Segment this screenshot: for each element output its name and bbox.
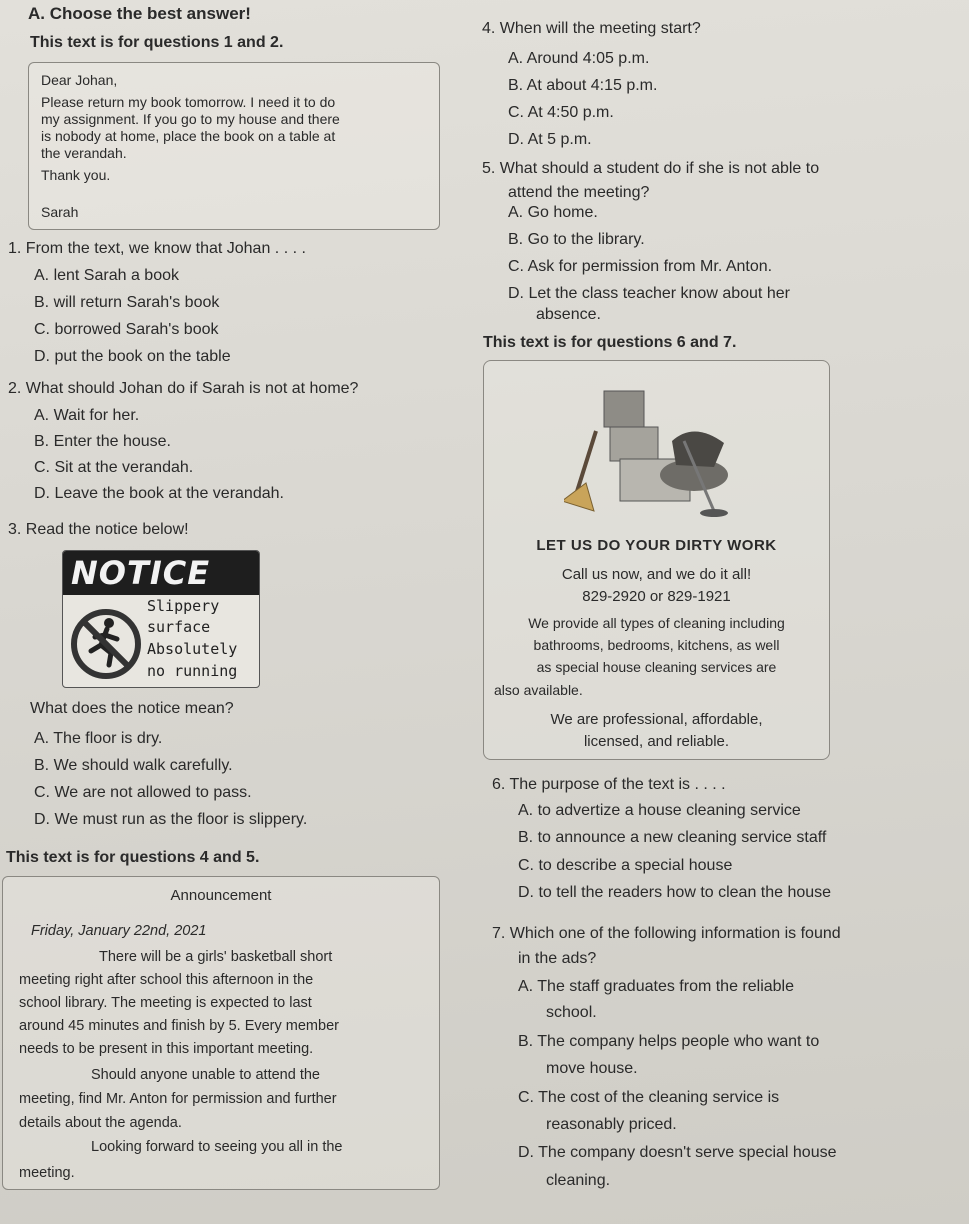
q1-option-d[interactable]: D. put the book on the table	[34, 348, 231, 365]
q5-option-b[interactable]: B. Go to the library.	[508, 231, 645, 248]
notice-line: Slippery	[147, 597, 220, 615]
q3-question: 3. Read the notice below!	[8, 521, 189, 538]
q7-option-a[interactable]: A. The staff graduates from the reliable	[518, 978, 795, 995]
q1-option-b[interactable]: B. will return Sarah's book	[34, 294, 220, 311]
q6-question: 6. The purpose of the text is . . . .	[492, 776, 726, 793]
note-box	[28, 62, 440, 230]
announcement-line: school library. The meeting is expected to last	[19, 995, 312, 1011]
q2-option-b[interactable]: B. Enter the house.	[34, 433, 171, 450]
notice-line: surface	[147, 618, 211, 636]
ad-headline: LET US DO YOUR DIRTY WORK	[536, 537, 777, 554]
announcement-line: details about the agenda.	[19, 1115, 182, 1131]
announcement-line: meeting, find Mr. Anton for permission and further	[19, 1091, 337, 1107]
q3-option-b[interactable]: B. We should walk carefully.	[34, 757, 233, 774]
announcement-box	[2, 876, 440, 1190]
note-line: my assignment. If you go to my house and there	[41, 111, 340, 127]
q1-option-c[interactable]: C. borrowed Sarah's book	[34, 321, 219, 338]
q5-question-cont: attend the meeting?	[508, 184, 650, 201]
ad-tagline: licensed, and reliable.	[583, 733, 730, 750]
text-intro-q1-2: This text is for questions 1 and 2.	[30, 34, 284, 51]
ad-body: bathrooms, bedrooms, kitchens, as well	[533, 637, 780, 653]
q3-option-d[interactable]: D. We must run as the floor is slippery.	[34, 811, 308, 828]
q7-option-b[interactable]: B. The company helps people who want to	[518, 1033, 820, 1050]
q6-option-b[interactable]: B. to announce a new cleaning service staff	[518, 829, 827, 846]
q7-question: 7. Which one of the following information is found	[492, 925, 841, 942]
notice-line: Absolutely	[147, 640, 238, 658]
q1-question: 1. From the text, we know that Johan . . . .	[8, 240, 306, 257]
q7-option-a-cont: school.	[546, 1004, 597, 1021]
note-greeting: Dear Johan,	[41, 72, 118, 88]
text-intro-q6-7: This text is for questions 6 and 7.	[483, 334, 737, 351]
q6-option-a[interactable]: A. to advertize a house cleaning service	[518, 802, 801, 819]
announcement-title: Announcement	[170, 887, 272, 904]
ad-tagline: We are professional, affordable,	[550, 711, 763, 728]
q4-question: 4. When will the meeting start?	[482, 20, 701, 37]
q7-question-cont: in the ads?	[518, 950, 597, 967]
ad-body: as special house cleaning services are	[536, 659, 777, 675]
q7-option-b-cont: move house.	[546, 1060, 638, 1077]
q4-option-d[interactable]: D. At 5 p.m.	[508, 131, 592, 148]
q4-option-c[interactable]: C. At 4:50 p.m.	[508, 104, 614, 121]
notice-sign	[62, 550, 260, 688]
announcement-date: Friday, January 22nd, 2021	[31, 923, 207, 939]
section-title: A. Choose the best answer!	[28, 4, 251, 23]
note-thanks: Thank you.	[41, 167, 111, 183]
no-running-icon	[69, 607, 143, 686]
q2-question: 2. What should Johan do if Sarah is not at home?	[8, 380, 359, 397]
q5-option-d[interactable]: D. Let the class teacher know about her	[508, 285, 790, 302]
text-intro-q4-5: This text is for questions 4 and 5.	[6, 849, 260, 866]
ad-phones: 829-2920 or 829-1921	[582, 588, 731, 605]
ad-box	[483, 360, 830, 760]
q7-option-c-cont: reasonably priced.	[546, 1116, 677, 1133]
announcement-line: needs to be present in this important meeting.	[19, 1041, 314, 1057]
announcement-line: Looking forward to seeing you all in the	[91, 1139, 343, 1155]
q7-option-d-cont: cleaning.	[546, 1172, 611, 1189]
cleaning-supplies-illustration	[564, 371, 744, 526]
announcement-line: meeting right after school this afternoon in the	[19, 972, 314, 988]
ad-call: Call us now, and we do it all!	[561, 566, 752, 583]
announcement-line: meeting.	[19, 1165, 75, 1181]
q6-option-c[interactable]: C. to describe a special house	[518, 857, 733, 874]
q6-option-d[interactable]: D. to tell the readers how to clean the house	[518, 884, 832, 901]
q7-option-d[interactable]: D. The company doesn't serve special house	[518, 1144, 837, 1161]
notice-header: NOTICE	[63, 551, 259, 595]
note-signature: Sarah	[41, 204, 79, 220]
note-line: the verandah.	[41, 145, 127, 161]
q1-option-a[interactable]: A. lent Sarah a book	[34, 267, 179, 284]
q3-option-c[interactable]: C. We are not allowed to pass.	[34, 784, 252, 801]
q7-option-c[interactable]: C. The cost of the cleaning service is	[518, 1089, 780, 1106]
announcement-line: There will be a girls' basketball short	[99, 949, 333, 965]
ad-body: We provide all types of cleaning including	[528, 615, 785, 631]
q5-question: 5. What should a student do if she is not able to	[482, 160, 820, 177]
q2-option-c[interactable]: C. Sit at the verandah.	[34, 459, 194, 476]
q5-option-a[interactable]: A. Go home.	[508, 204, 598, 221]
q4-option-b[interactable]: B. At about 4:15 p.m.	[508, 77, 658, 94]
q5-option-c[interactable]: C. Ask for permission from Mr. Anton.	[508, 258, 773, 275]
notice-line: no running	[147, 662, 238, 680]
q4-option-a[interactable]: A. Around 4:05 p.m.	[508, 50, 650, 67]
q3-prompt: What does the notice mean?	[30, 700, 234, 717]
q2-option-a[interactable]: A. Wait for her.	[34, 407, 140, 424]
announcement-line: around 45 minutes and finish by 5. Every member	[19, 1018, 339, 1034]
q5-option-d-cont: absence.	[536, 306, 601, 323]
q2-option-d[interactable]: D. Leave the book at the verandah.	[34, 485, 284, 502]
q3-option-a[interactable]: A. The floor is dry.	[34, 730, 163, 747]
ad-body: also available.	[494, 682, 583, 698]
announcement-line: Should anyone unable to attend the	[91, 1067, 320, 1083]
note-line: Please return my book tomorrow. I need it to do	[41, 94, 336, 110]
note-line: is nobody at home, place the book on a table at	[41, 128, 336, 144]
